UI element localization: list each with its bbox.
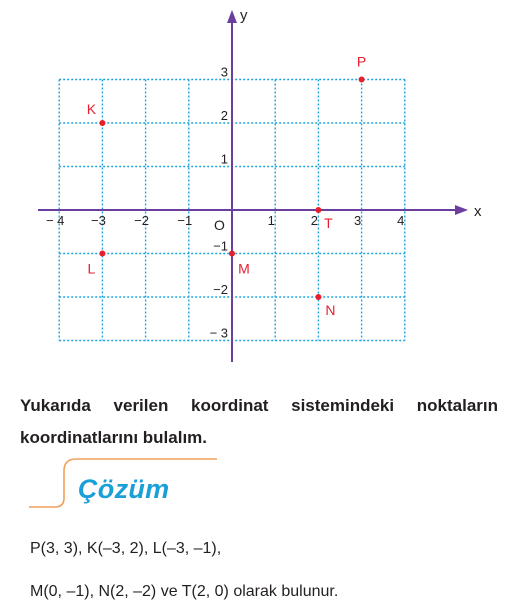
y-axis-label: y — [240, 7, 248, 24]
point-label-n: N — [325, 302, 336, 318]
point-n — [315, 294, 321, 300]
y-tick-label: 1 — [220, 151, 228, 167]
x-axis-label: x — [474, 203, 482, 220]
answer-line-2: M(0, –1), N(2, –2) ve T(2, 0) olarak bulunur. — [30, 583, 339, 600]
tick-labels — [46, 65, 404, 341]
question-text: Yukarıda verilen koordinat sistemindeki noktaların koordinatlarını bulalım. — [20, 396, 498, 447]
x-tick-label: 3 — [353, 213, 362, 228]
point-m — [229, 251, 235, 257]
point-t — [315, 207, 321, 213]
y-tick-label: 3 — [220, 64, 228, 80]
point-p — [359, 77, 365, 83]
y-tick-label: − 3 — [209, 325, 228, 341]
x-tick-label: 2 — [310, 213, 319, 228]
y-tick-label: 2 — [220, 108, 228, 123]
x-tick-label: −1 — [177, 213, 193, 228]
origin-label: O — [214, 217, 225, 233]
x-tick-label: 4 — [397, 213, 405, 228]
points — [87, 54, 367, 319]
point-l — [99, 251, 105, 257]
y-axis-arrowhead — [227, 10, 237, 23]
x-tick-label: − 4 — [45, 213, 65, 228]
solution-title: Çözüm — [78, 474, 170, 504]
point-label-t: T — [324, 215, 333, 231]
y-tick-label: −1 — [213, 238, 228, 254]
point-label-p: P — [356, 53, 367, 70]
y-tick-label: −2 — [213, 282, 228, 297]
answer-line-1: P(3, 3), K(–3, 2), L(–3, –1), — [30, 540, 222, 557]
x-tick-label: −3 — [90, 213, 106, 228]
point-label-k: K — [86, 101, 97, 117]
point-label-m: M — [238, 260, 250, 277]
axes — [38, 7, 482, 362]
point-label-l: L — [87, 260, 96, 277]
x-tick-label: 1 — [267, 213, 275, 228]
point-k — [99, 120, 105, 126]
x-tick-label: −2 — [134, 213, 150, 228]
x-axis-arrowhead — [455, 205, 468, 215]
